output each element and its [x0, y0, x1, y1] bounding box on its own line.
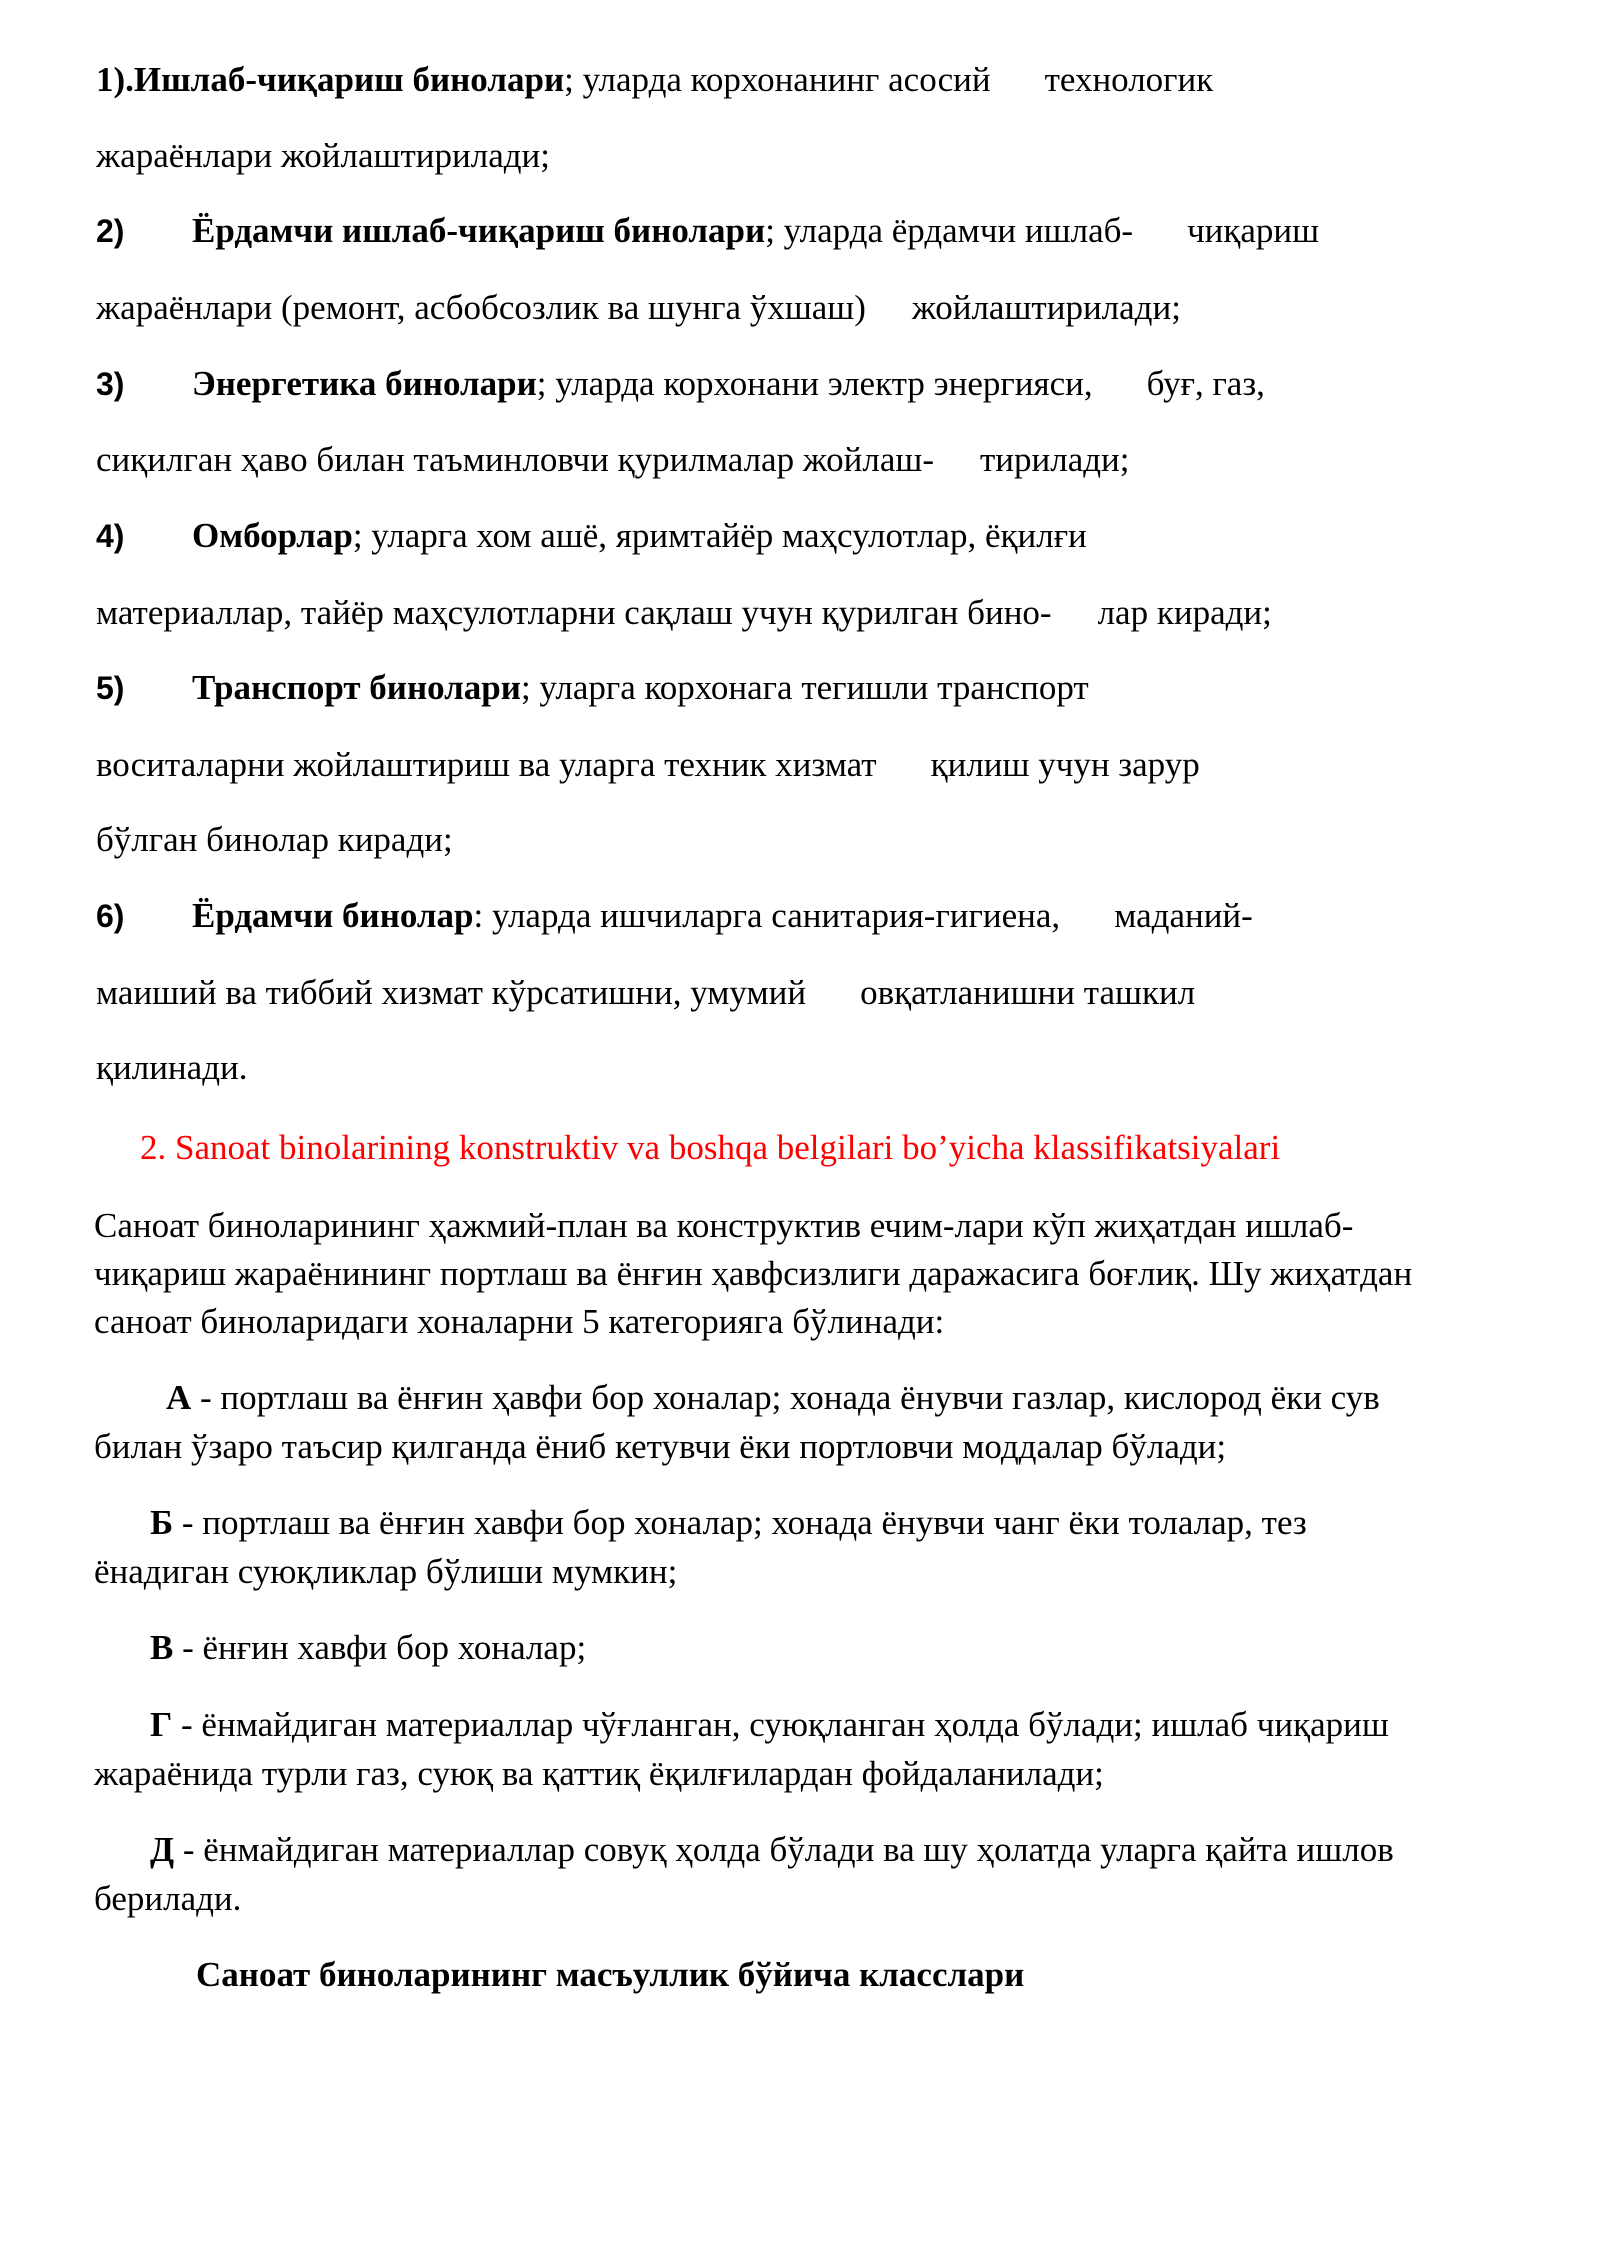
category-g-line-1: [150, 1703, 1389, 1747]
list-item-text: ; уларга хом ашё, яримтайёр маҳсулотлар, ёқилғи: [352, 516, 1087, 555]
list-item-text: ; уларда корхонани электр энергияси,: [536, 364, 1093, 403]
category-text: - портлаш ва ёнғин ҳавфи бор хоналар; хонада ёнувчи газлар, кислород ёки сув: [191, 1378, 1380, 1417]
category-a-line-2: билан ўзаро таъсир қилганда ёниб кетувчи ёки портловчи моддалар бўлади;: [94, 1427, 1227, 1466]
category-text: - ёнғин хавфи бор хоналар;: [173, 1628, 587, 1667]
list-item-text: технологик: [1044, 60, 1214, 99]
list-item-term: Ишлаб-чиқариш бинолари: [133, 60, 565, 99]
list-item-2-line-2: [96, 286, 1181, 330]
list-item-text: бўлган бинолар киради;: [96, 820, 453, 859]
intro-line-3: саноат биноларидаги хоналарни 5 категорияга бўлинади:: [94, 1302, 945, 1341]
list-item-text: чиқариш: [1187, 211, 1320, 250]
category-letter: А: [166, 1378, 192, 1417]
category-v-line-1: [150, 1626, 586, 1670]
list-item-6-line-1: [96, 894, 1253, 938]
category-g-line-2: жараёнида турли газ, суюқ ва қаттиқ ёқилғилардан фойдаланилади;: [94, 1754, 1104, 1793]
category-d-line-2: берилади.: [94, 1879, 242, 1918]
list-item-3-line-2: [96, 438, 1130, 482]
category-text: - портлаш ва ёнғин хавфи бор хоналар; хонада ёнувчи чанг ёки толалар, тез: [173, 1503, 1307, 1542]
subheading: Саноат биноларининг масъуллик бўйича класслари: [196, 1955, 1025, 1994]
list-item-term: Энергетика бинолари: [192, 364, 537, 403]
list-item-number: 6): [96, 898, 125, 934]
list-item-term: Ёрдамчи ишлаб-чиқариш бинолари: [192, 211, 766, 250]
list-item-text: маиший ва тиббий хизмат кўрсатишни, умумий: [96, 973, 807, 1012]
list-item-text: жараёнлари (ремонт, асбобсозлик ва шунга ўхшаш): [96, 288, 866, 327]
list-item-term: Транспорт бинолари: [192, 668, 521, 707]
list-item-4-line-1: [96, 514, 1087, 558]
list-item-number: 3): [96, 366, 125, 402]
list-item-term: Ёрдамчи бинолар: [192, 896, 474, 935]
intro-line-2: чиқариш жараёнининг портлаш ва ёнғин ҳавфсизлиги даражасига боғлиқ. Шу жиҳатдан: [94, 1254, 1413, 1293]
category-text: - ёнмайдиган материаллар чўғланган, суюқланган ҳолда бўлади; ишлаб чиқариш: [172, 1705, 1389, 1744]
list-item-text: сиқилган ҳаво билан таъминловчи қурилмалар жойлаш-: [96, 440, 934, 479]
list-item-text: ; уларда ёрдамчи ишлаб-: [765, 211, 1134, 250]
list-item-4-line-2: [96, 591, 1272, 635]
list-item-number: 5): [96, 670, 125, 706]
list-item-1-line-2: [96, 134, 550, 178]
list-item-number: 1).: [96, 60, 134, 99]
category-d-line-1: [150, 1828, 1394, 1872]
list-item-text: қилинади.: [96, 1048, 248, 1087]
list-item-6-line-3: [96, 1046, 247, 1090]
category-letter: Г: [150, 1705, 173, 1744]
list-item-number: 2): [96, 213, 125, 249]
list-item-text: воситаларни жойлаштириш ва уларга техник хизмат: [96, 745, 877, 784]
intro-line-1: Саноат биноларининг ҳажмий-план ва конструктив ечим-лари кўп жиҳатдан ишлаб-: [94, 1206, 1354, 1245]
list-item-5-line-3: [96, 818, 453, 862]
list-item-text: ; уларга корхонага тегишли транспорт: [520, 668, 1089, 707]
list-item-6-line-2: [96, 971, 1195, 1015]
category-letter: Д: [150, 1830, 175, 1869]
list-item-text: лар киради;: [1097, 593, 1272, 632]
list-item-text: жараёнлари жойлаштирилади;: [96, 136, 551, 175]
category-a-line-1: [166, 1376, 1380, 1420]
list-item-text: овқатланишни ташкил: [860, 973, 1196, 1012]
category-letter: В: [150, 1628, 174, 1667]
list-item-text: тирилади;: [979, 440, 1130, 479]
section-heading: 2. Sanoat binolarining konstruktiv va boshqa belgilari bo’yicha klassifikatsiyalari: [140, 1128, 1281, 1167]
category-b-line-2: ёнадиган суюқликлар бўлиши мумкин;: [94, 1552, 678, 1591]
list-item-text: материаллар, тайёр маҳсулотларни сақлаш учун қурилган бино-: [96, 593, 1052, 632]
list-item-number: 4): [96, 518, 125, 554]
list-item-text: буғ, газ,: [1146, 364, 1265, 403]
list-item-3-line-1: [96, 362, 1265, 406]
list-item-term: Омборлар: [192, 516, 353, 555]
category-text: - ёнмайдиган материаллар совуқ ҳолда бўлади ва шу ҳолатда уларга қайта ишлов: [174, 1830, 1394, 1869]
category-letter: Б: [150, 1503, 174, 1542]
list-item-5-line-1: [96, 666, 1089, 710]
list-item-text: жойлаштирилади;: [911, 288, 1181, 327]
list-item-5-line-2: [96, 743, 1200, 787]
list-item-2-line-1: [96, 209, 1319, 253]
list-item-1-line-1: [96, 58, 1213, 102]
list-item-text: ; уларда корхонанинг асосий: [564, 60, 991, 99]
list-item-text: : уларда ишчиларга санитария-гигиена,: [473, 896, 1061, 935]
list-item-text: қилиш учун зарур: [930, 745, 1200, 784]
category-b-line-1: [150, 1501, 1307, 1545]
list-item-text: маданий-: [1114, 896, 1253, 935]
